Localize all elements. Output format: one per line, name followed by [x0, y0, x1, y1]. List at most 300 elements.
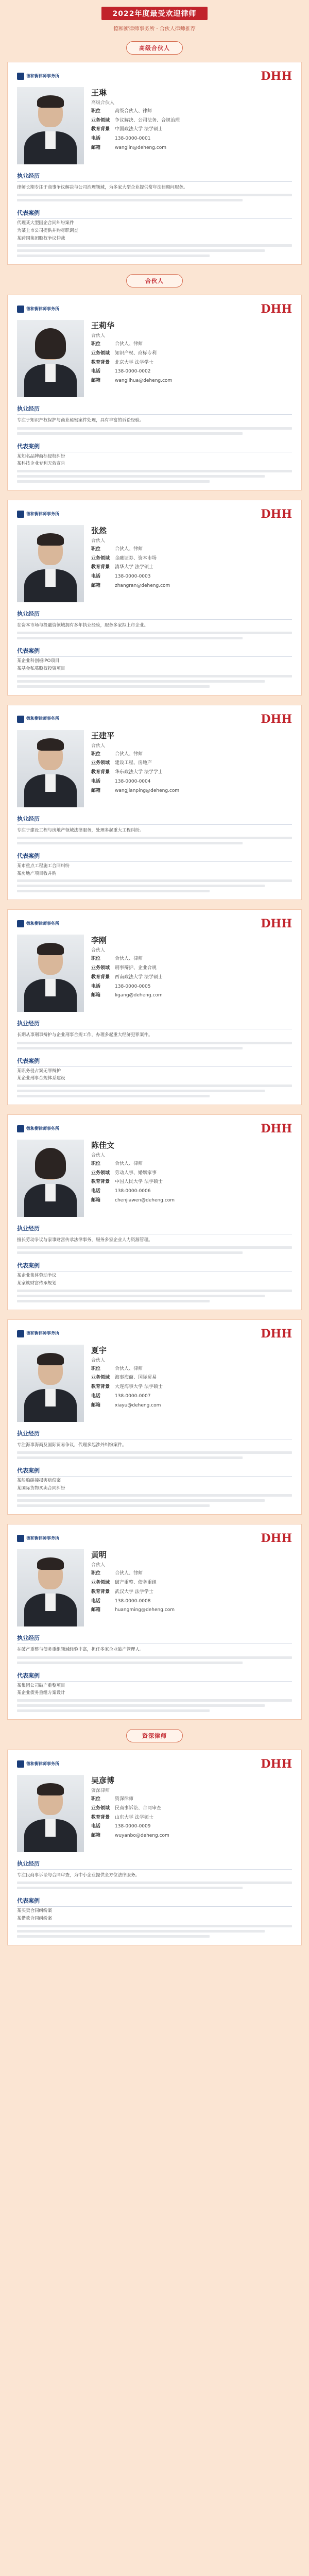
lawyer-name: 张然 — [91, 526, 107, 536]
dhh-logo-icon — [261, 1123, 292, 1134]
dhh-logo-icon — [261, 1328, 292, 1340]
lawyer-info — [91, 1345, 292, 1422]
card-header — [17, 70, 292, 83]
lawyer-title: 合伙人 — [91, 743, 106, 749]
cases-heading: 代表案例 — [17, 1896, 292, 1907]
email-label: 邮箱 — [91, 583, 101, 588]
phone-row — [91, 1189, 292, 1195]
firm-mark-icon — [17, 511, 24, 518]
experience-heading: 执业经历 — [17, 1859, 292, 1870]
position-row — [91, 1366, 292, 1372]
case-item: 某国际货物买卖合同纠纷 — [17, 1485, 65, 1491]
practice-row — [91, 965, 292, 972]
phone-value: 138-0000-0009 — [115, 1824, 151, 1829]
education-row — [91, 770, 292, 776]
card-header — [17, 1757, 292, 1771]
case-item: 某集团公司破产重整项目 — [17, 1683, 65, 1688]
cases-list — [17, 1273, 292, 1287]
practice-row — [91, 1171, 292, 1177]
experience-text: 专注于建设工程与房地产领域法律服务，处理多起重大工程纠纷。 — [17, 827, 144, 833]
cases-heading: 代表案例 — [17, 1466, 292, 1477]
lawyer-title: 合伙人 — [91, 1153, 106, 1159]
dhh-logo-icon — [261, 918, 292, 929]
experience-heading: 执业经历 — [17, 815, 292, 825]
practice-label: 业务领域 — [91, 117, 110, 123]
experience-text: 专注于知识产权保护与商业秘密案件处理，具有丰富的诉讼经验。 — [17, 418, 144, 423]
education-row — [91, 1589, 292, 1596]
education-row — [91, 1179, 292, 1185]
position-row — [91, 342, 292, 348]
lawyer-name: 吴彦博 — [91, 1776, 115, 1786]
email-row — [91, 788, 292, 794]
lawyer-group — [7, 62, 302, 265]
email-label: 邮箱 — [91, 378, 101, 384]
case-item: 某科技企业专利无效宣告 — [17, 461, 65, 467]
position-label: 职位 — [91, 342, 101, 347]
education-label: 教育背景 — [91, 127, 110, 132]
experience-text: 擅长劳动争议与家事财富传承法律事务，服务多家企业人力资源管理。 — [17, 1238, 153, 1243]
case-item: 某企业集体劳动争议 — [17, 1273, 57, 1279]
practice-value: 劳动人事、婚姻家事 — [115, 1170, 157, 1176]
case-item: 某企业刑事合规体系建设 — [17, 1076, 65, 1081]
dhh-logo-icon — [261, 509, 292, 520]
position-label: 职位 — [91, 751, 101, 757]
cases-heading: 代表案例 — [17, 209, 292, 219]
dhh-mark: DHH — [261, 1757, 292, 1771]
position-label: 职位 — [91, 1571, 101, 1577]
section-label: 高级合伙人 — [126, 41, 183, 55]
position-label: 职位 — [91, 547, 101, 552]
section-label: 资深律师 — [126, 1729, 183, 1742]
lawyer-title: 合伙人 — [91, 333, 106, 339]
lawyer-card — [7, 500, 302, 696]
phone-label: 电话 — [91, 1393, 101, 1399]
practice-value: 刑事辩护、企业合规 — [115, 965, 157, 971]
position-label: 职位 — [91, 1797, 101, 1802]
position-label: 职位 — [91, 1366, 101, 1371]
position-value: 合伙人、律师 — [115, 1366, 143, 1371]
section-label: 合伙人 — [126, 274, 183, 287]
education-label: 教育背景 — [91, 1589, 110, 1595]
email-row — [91, 1607, 292, 1614]
firm-logo — [17, 716, 59, 723]
practice-value: 金融证券、资本市场 — [115, 555, 157, 561]
position-value: 合伙人、律师 — [115, 342, 143, 347]
firm-logo — [17, 306, 59, 313]
education-row — [91, 1815, 292, 1821]
lawyer-card — [7, 62, 302, 265]
cases-heading: 代表案例 — [17, 1261, 292, 1272]
email-value[interactable]: chenjiawen@deheng.com — [115, 1197, 175, 1203]
phone-value: 138-0000-0007 — [115, 1393, 151, 1399]
experience-heading: 执业经历 — [17, 1429, 292, 1439]
phone-label: 电话 — [91, 984, 101, 989]
education-value: 西南政法大学 法学硕士 — [115, 974, 163, 980]
lawyer-name: 王建平 — [91, 731, 115, 740]
firm-logo — [17, 1535, 59, 1542]
education-label: 教育背景 — [91, 974, 110, 980]
education-label: 教育背景 — [91, 565, 110, 570]
lawyer-info — [91, 935, 292, 1012]
cases-list — [17, 1068, 292, 1082]
lawyer-card — [7, 1114, 302, 1310]
email-label: 邮箱 — [91, 1402, 101, 1408]
firm-mark-icon — [17, 920, 24, 927]
experience-heading: 执业经历 — [17, 609, 292, 620]
profile — [17, 320, 292, 397]
email-row — [91, 1198, 292, 1204]
firm-mark-icon — [17, 716, 24, 723]
experience-text: 律师长期专注于商事争议解决与公司治理领域，为多家大型企业提供常年法律顾问服务。 — [17, 185, 188, 190]
email-value[interactable]: wuyanbo@deheng.com — [115, 1833, 169, 1838]
cases-heading: 代表案例 — [17, 1057, 292, 1067]
practice-label: 业务领域 — [91, 965, 110, 971]
lawyer-info — [91, 1140, 292, 1217]
lawyer-name: 王莉华 — [91, 321, 115, 331]
practice-label: 业务领域 — [91, 760, 110, 766]
lawyer-info — [91, 1549, 292, 1626]
practice-value: 建设工程、房地产 — [115, 760, 152, 766]
email-label: 邮箱 — [91, 1833, 101, 1838]
dhh-mark: DHH — [261, 70, 292, 83]
education-value: 山东大学 法学硕士 — [115, 1815, 153, 1820]
card-header — [17, 507, 292, 521]
firm-name: 德和衡律师事务所 — [26, 716, 59, 721]
position-value: 合伙人、律师 — [115, 547, 143, 552]
practice-row — [91, 760, 292, 767]
lawyer-name: 黄明 — [91, 1550, 107, 1560]
phone-label: 电话 — [91, 1189, 101, 1194]
lawyer-card — [7, 1319, 302, 1515]
cases-heading: 代表案例 — [17, 442, 292, 452]
phone-value: 138-0000-0008 — [115, 1598, 151, 1604]
experience-heading: 执业经历 — [17, 1634, 292, 1644]
firm-name: 德和衡律师事务所 — [26, 1761, 59, 1766]
lawyer-title: 资深律师 — [91, 1788, 110, 1794]
email-label: 邮箱 — [91, 788, 101, 793]
position-label: 职位 — [91, 109, 101, 114]
firm-logo — [17, 920, 59, 927]
position-row — [91, 547, 292, 553]
case-item: 某房地产项目收并购 — [17, 871, 57, 876]
case-item: 某知名品牌商标侵权纠纷 — [17, 453, 65, 459]
case-item: 某借款合同纠纷案 — [17, 1916, 53, 1922]
phone-row — [91, 1824, 292, 1830]
dhh-mark: DHH — [261, 302, 292, 316]
education-row — [91, 127, 292, 133]
email-value[interactable]: zhangran@deheng.com — [115, 583, 170, 588]
dhh-logo-icon — [261, 1533, 292, 1544]
position-label: 职位 — [91, 1161, 101, 1167]
education-row — [91, 1384, 292, 1391]
practice-label: 业务领域 — [91, 351, 110, 357]
experience-heading: 执业经历 — [17, 404, 292, 415]
experience-text: 专注民商事诉讼与合同审查，为中小企业提供全方位法律服务。 — [17, 1873, 140, 1878]
profile — [17, 525, 292, 602]
email-value[interactable]: wanglihua@deheng.com — [115, 378, 173, 384]
case-item: 代理某大型国企合同纠纷案件 — [17, 221, 74, 226]
lawyer-photo — [17, 1775, 84, 1852]
position-value: 合伙人、律师 — [115, 1161, 143, 1167]
dhh-logo-icon — [261, 71, 292, 82]
position-row — [91, 109, 292, 115]
profile — [17, 730, 292, 807]
dhh-logo-icon — [261, 714, 292, 725]
firm-name: 德和衡律师事务所 — [26, 511, 59, 516]
firm-logo — [17, 511, 59, 518]
lawyer-photo — [17, 730, 84, 807]
lawyer-title: 高级合伙人 — [91, 100, 115, 106]
experience-text: 在破产重整与债务重组领域经验丰富，担任多家企业破产管理人。 — [17, 1647, 144, 1653]
position-value: 高级合伙人、律师 — [115, 109, 152, 114]
education-value: 中国政法大学 法学硕士 — [115, 127, 163, 132]
position-value: 合伙人、律师 — [115, 956, 143, 962]
dhh-logo-icon — [261, 303, 292, 315]
experience-text: 长期从事刑事辩护与企业刑事合规工作，办理多起重大经济犯罪案件。 — [17, 1032, 153, 1038]
practice-value: 争议解决、公司法务、合规治理 — [115, 117, 180, 123]
education-label: 教育背景 — [91, 360, 110, 365]
email-row — [91, 145, 292, 151]
email-label: 邮箱 — [91, 993, 101, 998]
cases-list — [17, 220, 292, 242]
education-label: 教育背景 — [91, 770, 110, 775]
practice-value: 民商事诉讼、合同审查 — [115, 1805, 162, 1811]
position-row — [91, 1797, 292, 1803]
lawyer-info — [91, 730, 292, 807]
education-value: 清华大学 法学硕士 — [115, 565, 153, 570]
practice-label: 业务领域 — [91, 1375, 110, 1381]
firm-name: 德和衡律师事务所 — [26, 1536, 59, 1541]
profile — [17, 935, 292, 1012]
phone-value: 138-0000-0005 — [115, 984, 151, 989]
case-item: 某基金私募股权投资项目 — [17, 666, 65, 672]
position-row — [91, 1161, 292, 1167]
phone-label: 电话 — [91, 1598, 101, 1604]
lawyer-photo — [17, 320, 84, 397]
cases-heading: 代表案例 — [17, 1671, 292, 1682]
practice-row — [91, 1580, 292, 1586]
position-label: 职位 — [91, 956, 101, 962]
lawyer-name: 李刚 — [91, 936, 107, 945]
email-row — [91, 1403, 292, 1409]
case-item: 某职务侵占案无罪辩护 — [17, 1068, 61, 1074]
lawyer-title: 合伙人 — [91, 1563, 106, 1568]
banner-title: 2022年度最受欢迎律师 — [101, 7, 208, 20]
practice-value: 知识产权、商标专利 — [115, 351, 157, 357]
profile — [17, 1140, 292, 1217]
firm-mark-icon — [17, 73, 24, 80]
phone-row — [91, 779, 292, 785]
phone-row — [91, 1599, 292, 1605]
profile — [17, 1549, 292, 1626]
card-header — [17, 1122, 292, 1136]
lawyer-title: 合伙人 — [91, 1358, 106, 1363]
education-value: 华东政法大学 法学学士 — [115, 770, 163, 775]
card-header — [17, 302, 292, 316]
profile — [17, 1775, 292, 1852]
practice-value: 海事海商、国际贸易 — [115, 1375, 157, 1381]
cases-heading: 代表案例 — [17, 647, 292, 657]
practice-row — [91, 1806, 292, 1812]
firm-mark-icon — [17, 1535, 24, 1542]
practice-label: 业务领域 — [91, 1805, 110, 1811]
email-value[interactable]: ligang@deheng.com — [115, 993, 163, 998]
practice-row — [91, 1375, 292, 1381]
phone-value: 138-0000-0006 — [115, 1189, 151, 1194]
cases-list — [17, 1908, 292, 1922]
firm-logo — [17, 73, 59, 80]
email-label: 邮箱 — [91, 1197, 101, 1203]
email-row — [91, 378, 292, 384]
dhh-mark: DHH — [261, 712, 292, 726]
email-row — [91, 1833, 292, 1839]
card-header — [17, 1327, 292, 1341]
email-value[interactable]: wangjianping@deheng.com — [115, 788, 180, 793]
cases-heading: 代表案例 — [17, 852, 292, 862]
phone-value: 138-0000-0002 — [115, 369, 151, 375]
cases-list — [17, 453, 292, 468]
lawyer-info — [91, 320, 292, 397]
education-row — [91, 975, 292, 981]
practice-value: 破产重整、债务重组 — [115, 1580, 157, 1586]
position-value: 合伙人、律师 — [115, 1571, 143, 1577]
phone-row — [91, 1394, 292, 1400]
dhh-logo-icon — [261, 1758, 292, 1770]
lawyer-name: 王琳 — [91, 88, 107, 97]
phone-label: 电话 — [91, 136, 101, 142]
practice-label: 业务领域 — [91, 555, 110, 561]
dhh-mark: DHH — [261, 1122, 292, 1136]
education-row — [91, 360, 292, 366]
education-label: 教育背景 — [91, 1815, 110, 1820]
phone-label: 电话 — [91, 1824, 101, 1829]
dhh-mark: DHH — [261, 917, 292, 931]
firm-mark-icon — [17, 306, 24, 313]
email-value[interactable]: xiayu@deheng.com — [115, 1402, 161, 1408]
experience-text: 在资本市场与投融资领域拥有多年执业经验，服务多家拟上市企业。 — [17, 623, 149, 629]
profile — [17, 87, 292, 164]
practice-label: 业务领域 — [91, 1170, 110, 1176]
email-row — [91, 993, 292, 999]
lawyer-photo — [17, 1549, 84, 1626]
lawyer-name: 夏宇 — [91, 1345, 107, 1355]
lawyer-group — [7, 295, 302, 1720]
firm-name: 德和衡律师事务所 — [26, 1331, 59, 1336]
education-value: 武汉大学 法学学士 — [115, 1589, 153, 1595]
lawyer-info — [91, 87, 292, 164]
education-value: 北京大学 法学学士 — [115, 360, 153, 365]
firm-name: 德和衡律师事务所 — [26, 307, 59, 312]
education-label: 教育背景 — [91, 1179, 110, 1185]
phone-row — [91, 574, 292, 580]
card-header — [17, 713, 292, 726]
lawyer-card — [7, 295, 302, 490]
education-row — [91, 565, 292, 571]
email-value[interactable]: huangming@deheng.com — [115, 1607, 175, 1613]
position-row — [91, 752, 292, 758]
email-row — [91, 583, 292, 589]
case-item: 某买卖合同纠纷案 — [17, 1908, 53, 1914]
profile — [17, 1345, 292, 1422]
education-value: 中国人民大学 法学硕士 — [115, 1179, 163, 1185]
practice-row — [91, 351, 292, 357]
education-value: 大连海事大学 法学硕士 — [115, 1384, 163, 1390]
phone-label: 电话 — [91, 574, 101, 580]
lawyer-card — [7, 1524, 302, 1720]
position-row — [91, 956, 292, 962]
firm-mark-icon — [17, 1125, 24, 1132]
lawyer-group — [7, 1750, 302, 1945]
cases-list — [17, 1478, 292, 1492]
lawyer-photo — [17, 87, 84, 164]
phone-value: 138-0000-0003 — [115, 574, 151, 580]
firm-logo — [17, 1330, 59, 1337]
card-header — [17, 917, 292, 930]
case-item: 某企业科创板IPO项目 — [17, 658, 60, 664]
phone-value: 138-0000-0001 — [115, 136, 151, 142]
experience-heading: 执业经历 — [17, 1019, 292, 1029]
dhh-mark: DHH — [261, 1327, 292, 1341]
lawyer-info — [91, 1775, 292, 1852]
practice-row — [91, 556, 292, 562]
case-item: 某跨国集团股权争议仲裁 — [17, 235, 65, 241]
lawyer-photo — [17, 525, 84, 602]
case-item: 某家族财富传承规划 — [17, 1281, 57, 1286]
email-label: 邮箱 — [91, 1607, 101, 1613]
practice-label: 业务领域 — [91, 1580, 110, 1586]
lawyer-card — [7, 705, 302, 901]
card-header — [17, 1532, 292, 1545]
cases-list — [17, 658, 292, 672]
lawyer-photo — [17, 1345, 84, 1422]
firm-logo — [17, 1125, 59, 1132]
firm-name: 德和衡律师事务所 — [26, 921, 59, 926]
firm-mark-icon — [17, 1760, 24, 1768]
dhh-mark: DHH — [261, 507, 292, 521]
phone-row — [91, 984, 292, 990]
position-value: 合伙人、律师 — [115, 751, 143, 757]
email-value[interactable]: wanglin@deheng.com — [115, 145, 166, 150]
firm-logo — [17, 1760, 59, 1768]
dhh-mark: DHH — [261, 1532, 292, 1546]
phone-label: 电话 — [91, 369, 101, 375]
lawyer-info — [91, 525, 292, 602]
phone-row — [91, 136, 292, 142]
case-item: 某市重点工程施工合同纠纷 — [17, 863, 70, 869]
firm-name: 德和衡律师事务所 — [26, 73, 59, 78]
cases-list — [17, 1683, 292, 1697]
lawyer-photo — [17, 1140, 84, 1217]
lawyer-card — [7, 909, 302, 1105]
firm-name: 德和衡律师事务所 — [26, 1126, 59, 1131]
lawyer-title: 合伙人 — [91, 538, 106, 544]
case-item: 某企业债务重组方案设计 — [17, 1690, 65, 1696]
experience-heading: 执业经历 — [17, 1224, 292, 1234]
email-label: 邮箱 — [91, 145, 101, 150]
lawyer-name: 陈佳文 — [91, 1141, 115, 1150]
experience-text: 专注海事海商及国际贸易争议，代理多起涉外纠纷案件。 — [17, 1442, 127, 1448]
position-row — [91, 1571, 292, 1577]
position-value: 资深律师 — [115, 1797, 134, 1802]
case-item: 为某上市公司提供并购尽职调查 — [17, 228, 79, 233]
banner-subtitle: 德和衡律师事务所 · 合伙人律师推荐 — [113, 26, 196, 32]
phone-value: 138-0000-0004 — [115, 778, 151, 784]
case-item: 某船舶碰撞损害赔偿案 — [17, 1478, 61, 1483]
phone-label: 电话 — [91, 778, 101, 784]
education-label: 教育背景 — [91, 1384, 110, 1390]
top-banner — [7, 0, 302, 33]
lawyer-card — [7, 1750, 302, 1945]
